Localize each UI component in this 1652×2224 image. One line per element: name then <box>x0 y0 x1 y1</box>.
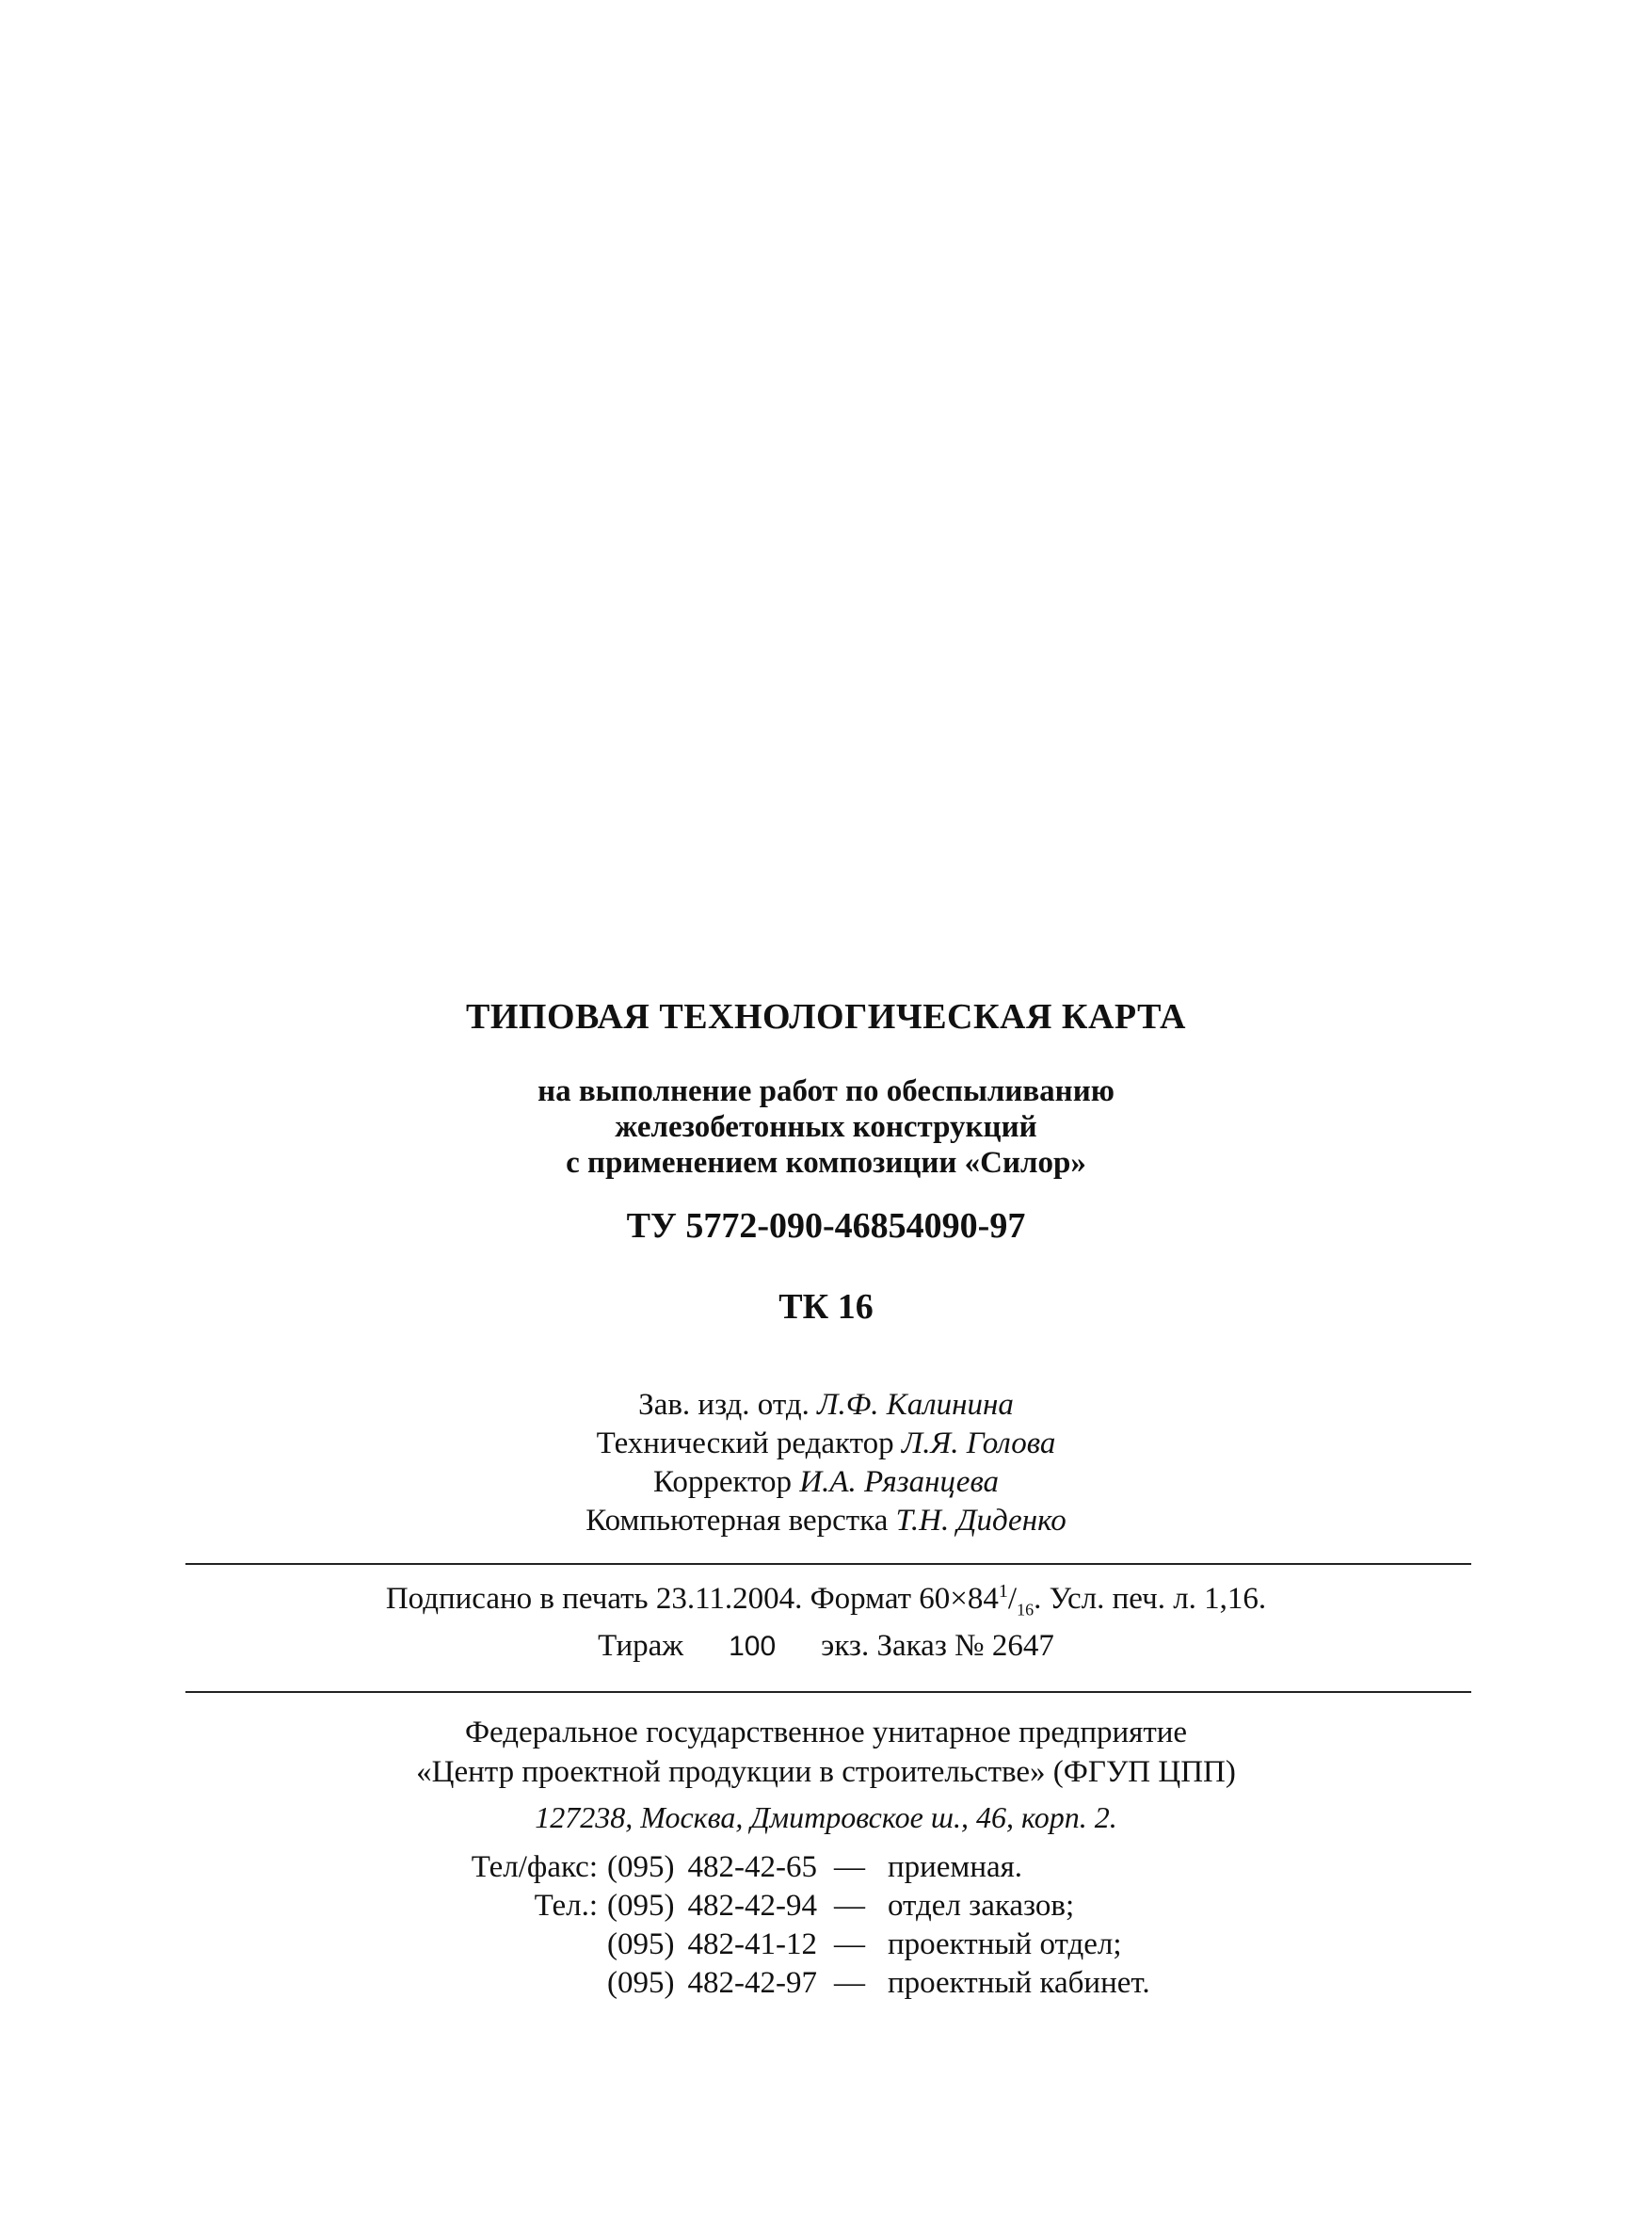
circulation-label: Тираж <box>598 1629 684 1663</box>
contact-row <box>428 1848 1150 1887</box>
contact-code: (095) <box>607 1889 675 1923</box>
circulation-value: 100 <box>729 1631 777 1662</box>
staff-role: Зав. изд. отд. <box>638 1388 810 1422</box>
format-subscript: 16 <box>1017 1600 1035 1620</box>
contact-phone: 482-41-12 <box>687 1927 817 1961</box>
contact-label <box>428 1926 607 1964</box>
contact-phone: 482-42-65 <box>687 1850 817 1884</box>
subtitle-line-1: на выполнение работ по обеспыливанию <box>537 1074 1115 1108</box>
contact-dash: — <box>833 1927 865 1961</box>
staff-role: Технический редактор <box>596 1426 894 1460</box>
order-text: экз. Заказ № 2647 <box>821 1629 1054 1663</box>
staff-line-4 <box>0 1502 1652 1539</box>
contact-code: (095) <box>607 1850 675 1884</box>
print-sheets-text: . Усл. печ. л. 1,16. <box>1034 1582 1267 1616</box>
contact-label: Тел/факс: <box>471 1850 598 1884</box>
contact-row <box>428 1887 1150 1926</box>
contact-description: отдел заказов; <box>887 1889 1075 1923</box>
contact-phone: 482-42-94 <box>687 1889 817 1923</box>
contact-code: (095) <box>607 1927 675 1961</box>
staff-name: И.А. Рязанцева <box>799 1465 1000 1499</box>
contact-phone: 482-42-97 <box>687 1966 817 2000</box>
contact-code: (095) <box>607 1966 675 2000</box>
staff-line-3 <box>0 1463 1652 1501</box>
contact-description: проектный кабинет. <box>887 1966 1150 2000</box>
contacts-table <box>428 1848 1150 2003</box>
contact-row <box>428 1964 1150 2003</box>
staff-name: Л.Ф. Калинина <box>817 1388 1014 1422</box>
staff-name: Л.Я. Голова <box>901 1426 1056 1460</box>
subtitle-line-2: железобетонных конструкций <box>615 1110 1037 1144</box>
contact-label <box>428 1964 607 2003</box>
contact-dash: — <box>833 1850 865 1884</box>
contact-description: проектный отдел; <box>887 1927 1122 1961</box>
tk-number: ТК 16 <box>778 1287 874 1327</box>
staff-line-1 <box>0 1386 1652 1424</box>
print-signed-line <box>0 1581 1652 1620</box>
contact-dash: — <box>833 1889 865 1923</box>
contact-description: приемная. <box>887 1850 1023 1884</box>
subtitle-line-3: с применением композиции «Силор» <box>566 1146 1086 1180</box>
format-superscript: 1 <box>998 1581 1008 1602</box>
print-signed-text: Подписано в печать 23.11.2004. Формат 60×84 <box>385 1582 999 1616</box>
format-slash: / <box>1007 1582 1018 1616</box>
print-circulation-line <box>0 1629 1652 1664</box>
divider-top <box>185 1563 1471 1565</box>
contact-row <box>428 1926 1150 1964</box>
divider-bottom <box>185 1691 1471 1693</box>
staff-role: Корректор <box>652 1465 793 1499</box>
staff-name: Т.Н. Диденко <box>895 1504 1067 1538</box>
document-title: ТИПОВАЯ ТЕХНОЛОГИЧЕСКАЯ КАРТА <box>466 997 1186 1037</box>
staff-role: Компьютерная верстка <box>585 1504 889 1538</box>
staff-line-2 <box>0 1425 1652 1462</box>
tu-number: ТУ 5772-090-46854090-97 <box>626 1206 1026 1246</box>
organization-line-1: Федеральное государственное унитарное предприятие <box>464 1716 1188 1749</box>
contact-dash: — <box>833 1966 865 2000</box>
contact-label: Тел.: <box>534 1889 598 1923</box>
organization-line-2: «Центр проектной продукции в строительстве» (ФГУП ЦПП) <box>416 1755 1236 1789</box>
organization-address: 127238, Москва, Дмитровское ш., 46, корп. 2. <box>535 1800 1117 1834</box>
